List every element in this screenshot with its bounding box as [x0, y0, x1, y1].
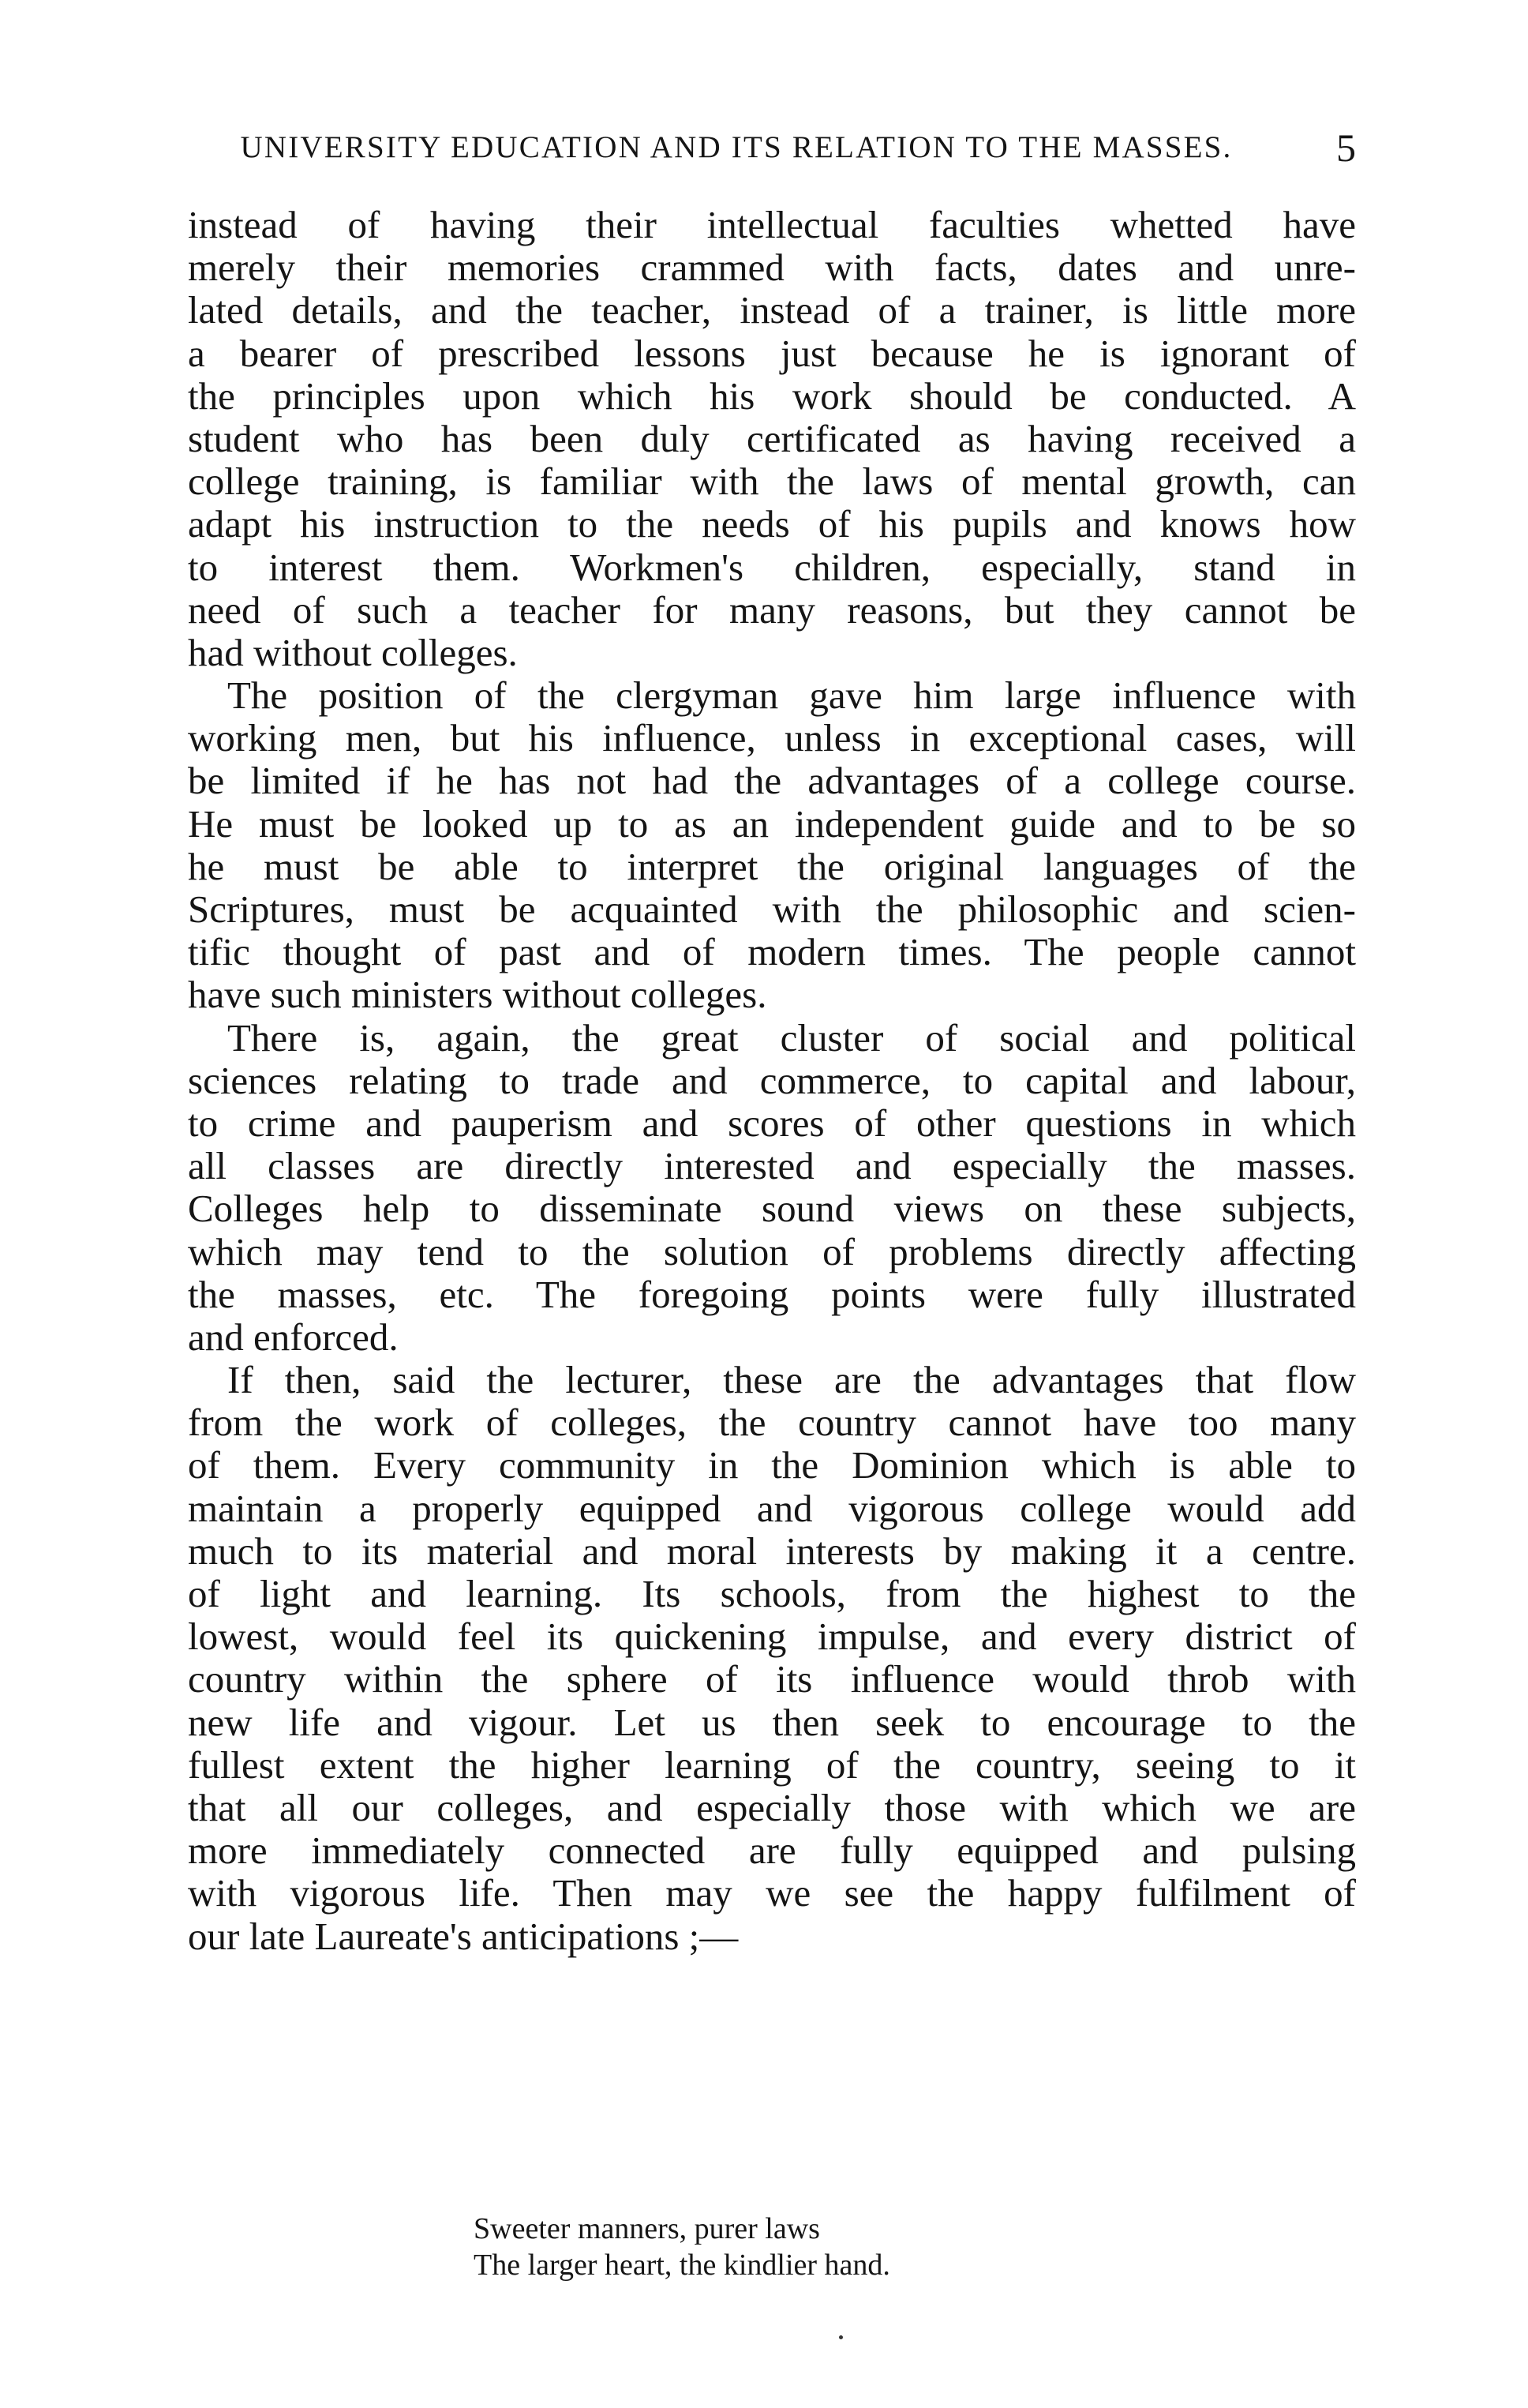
- text-line: the principles upon which his work should be conducted. A: [188, 373, 1356, 418]
- verse-line: Sweeter manners, purer laws: [474, 2212, 820, 2245]
- text-line: he must be able to interpret the original languages of the: [188, 844, 1356, 888]
- paragraph-2: [188, 674, 1356, 1017]
- text-line: much to its material and moral interests by making it a centre.: [188, 1528, 1356, 1573]
- text-line: fullest extent the higher learning of the country, seeing to it: [188, 1742, 1356, 1787]
- text-line: from the work of colleges, the country cannot have too many: [188, 1401, 1356, 1445]
- text-line: of light and learning. Its schools, from the highest to the: [188, 1572, 1356, 1615]
- text-line: student who has been duly certificated as having received a: [188, 416, 1356, 460]
- text-line: The position of the clergyman gave him large influence with: [227, 673, 1356, 718]
- running-title: UNIVERSITY EDUCATION AND ITS RELATION TO THE MASSES.: [240, 130, 1233, 164]
- text-line: Colleges help to disseminate sound views on these subjects,: [188, 1187, 1356, 1231]
- text-line: merely their memories crammed with facts, dates and unre-: [188, 246, 1356, 290]
- text-line: maintain a properly equipped and vigorous college would add: [188, 1486, 1356, 1530]
- paragraph-3: [188, 1017, 1356, 1360]
- printer-mark: [839, 2335, 843, 2339]
- text-line: sciences relating to trade and commerce, to capital and labour,: [188, 1058, 1356, 1102]
- text-line: our late Laureate's anticipations ;—: [188, 1914, 739, 1958]
- text-line: all classes are directly interested and especially the masses.: [188, 1144, 1356, 1188]
- text-line: that all our colleges, and especially those with which we are: [188, 1785, 1356, 1829]
- text-line: to crime and pauperism and scores of other questions in which: [188, 1101, 1356, 1145]
- text-line: working men, but his influence, unless in exceptional cases, will: [188, 716, 1356, 760]
- text-line: have such ministers without colleges.: [188, 973, 767, 1017]
- verse-line: The larger heart, the kindlier hand.: [474, 2249, 890, 2282]
- text-line: He must be looked up to as an independent guide and to be so: [188, 801, 1356, 846]
- running-head: [188, 120, 1356, 175]
- paragraph-4: [188, 1359, 1356, 1958]
- text-line: If then, said the lecturer, these are the advantages that flow: [227, 1358, 1356, 1402]
- text-line: the masses, etc. The foregoing points were fully illustrated: [188, 1272, 1356, 1316]
- text-line: country within the sphere of its influence would throb with: [188, 1657, 1356, 1701]
- page-number: 5: [1336, 126, 1356, 170]
- text-line: of them. Every community in the Dominion which is able to: [188, 1443, 1356, 1487]
- text-line: which may tend to the solution of problems directly affecting: [188, 1229, 1356, 1273]
- text-line: more immediately connected are fully equipped and pulsing: [188, 1829, 1356, 1873]
- text-line: new life and vigour. Let us then seek to encourage to the: [188, 1700, 1356, 1744]
- text-line: need of such a teacher for many reasons, but they cannot be: [188, 587, 1356, 632]
- text-line: to interest them. Workmen's children, especially, stand in: [188, 545, 1356, 589]
- text-line: had without colleges.: [188, 630, 518, 674]
- text-line: instead of having their intellectual faculties whetted have: [188, 203, 1356, 246]
- verse-quotation: [474, 2211, 1184, 2283]
- paragraph-1: [188, 204, 1356, 674]
- text-line: and enforced.: [188, 1315, 399, 1359]
- text-line: college training, is familiar with the laws of mental growth, can: [188, 459, 1356, 504]
- text-line: adapt his instruction to the needs of his pupils and knows how: [188, 502, 1356, 546]
- text-line: be limited if he has not had the advantages of a college course.: [188, 759, 1356, 803]
- text-line: Scriptures, must be acquainted with the philosophic and scien-: [188, 887, 1356, 931]
- text-line: lowest, would feel its quickening impulse, and every district of: [188, 1615, 1356, 1659]
- text-line: with vigorous life. Then may we see the happy fulfilment of: [188, 1871, 1356, 1915]
- text-line: There is, again, the great cluster of social and political: [227, 1015, 1356, 1060]
- text-line: a bearer of prescribed lessons just because he is ignorant of: [188, 331, 1356, 375]
- text-line: tific thought of past and of modern times. The people cannot: [188, 930, 1356, 974]
- body-text: [188, 204, 1356, 1958]
- text-line: lated details, and the teacher, instead of a trainer, is little more: [188, 288, 1356, 332]
